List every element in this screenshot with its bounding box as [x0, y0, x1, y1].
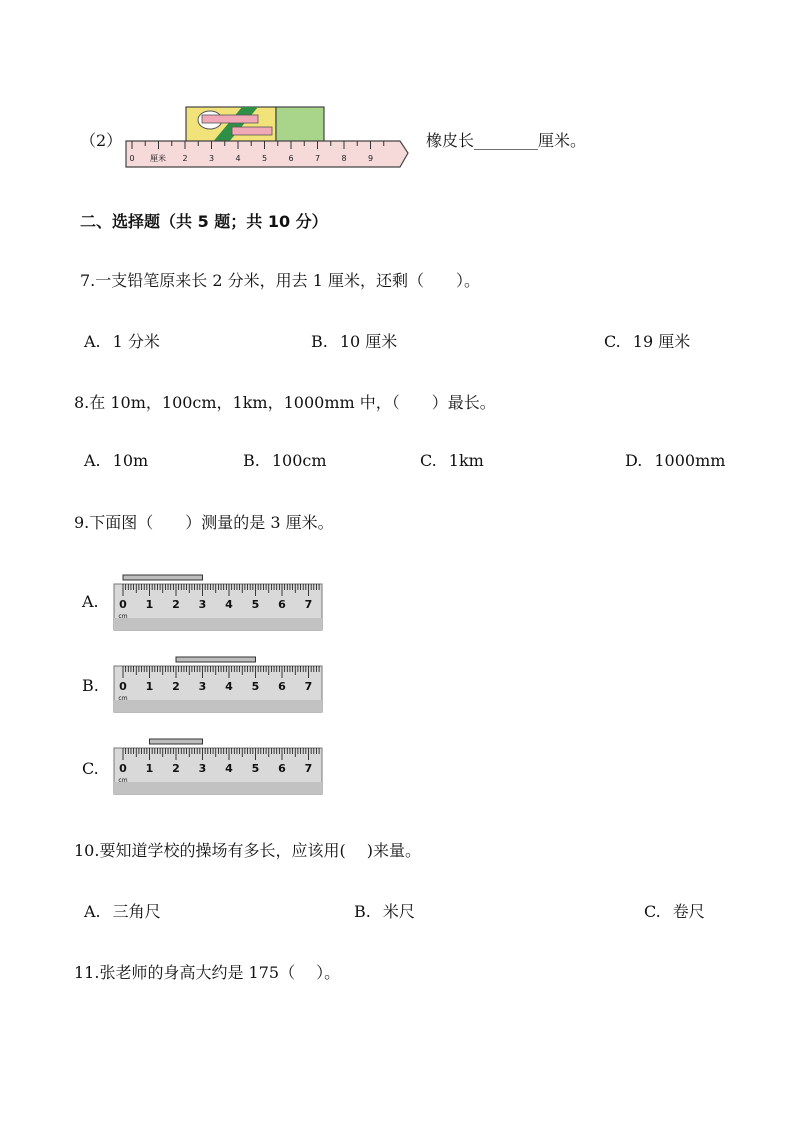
ruler-tick-label: 3 — [198, 762, 207, 775]
ruler-tick-label: 4 — [235, 154, 241, 163]
ruler-tick-label: 6 — [278, 598, 286, 611]
ruler-tick-label: 6 — [278, 762, 286, 775]
ruler-tick-label: 2 — [172, 598, 180, 611]
ruler-tick-label: 2 — [182, 154, 188, 163]
q9-option-b-letter[interactable]: B. — [82, 676, 99, 695]
q10-option-b[interactable]: B. 米尺 — [354, 902, 415, 921]
ruler-tick-label: 9 — [367, 154, 374, 163]
q6-answer-text: 橡皮长________厘米。 — [426, 131, 587, 150]
pink-strip-shape — [202, 115, 258, 123]
ruler-tick-label: 4 — [225, 598, 233, 611]
ruler-tick-label: 5 — [251, 762, 260, 775]
q9-ruler-b — [112, 654, 326, 716]
ruler-tick-label: 0 — [119, 680, 127, 693]
ruler-tick-label: 3 — [198, 680, 207, 693]
eraser-shape — [276, 107, 324, 143]
ruler-tick-label: 6 — [288, 154, 294, 163]
ruler-tick-label: 1 — [145, 598, 154, 611]
ruler-tick-label: 3 — [198, 598, 207, 611]
q10-option-c[interactable]: C. 卷尺 — [644, 902, 705, 921]
pink-strip-shape-2 — [232, 127, 272, 135]
q7-option-c[interactable]: C. 19 厘米 — [604, 332, 691, 351]
q6-label: （2） — [80, 131, 123, 150]
q8-option-b[interactable]: B. 100cm — [243, 451, 327, 470]
eraser-ruler-figure — [124, 103, 416, 171]
q7-option-a[interactable]: A. 1 分米 — [84, 332, 160, 351]
ruler-unit-label: 厘米 — [150, 154, 166, 163]
ruler-tick-label: 5 — [251, 598, 260, 611]
ruler-tick-label: 0 — [119, 598, 127, 611]
ruler-tick-label: 0 — [119, 762, 127, 775]
measured-bar — [150, 739, 203, 744]
ruler-unit-label: cm — [118, 695, 128, 702]
q8-text: 8.在 10m，100cm，1km，1000mm 中，（ ）最长。 — [74, 393, 496, 412]
ruler-tick-label: 2 — [172, 762, 180, 775]
q8-option-a[interactable]: A. 10m — [84, 451, 149, 470]
ruler-tick-label: 7 — [304, 680, 313, 693]
q9-option-c-letter[interactable]: C. — [82, 759, 99, 778]
ruler-tick-label: 8 — [341, 154, 347, 163]
q8-option-d[interactable]: D. 1000mm — [625, 451, 726, 470]
ruler-tick-label: 1 — [145, 762, 154, 775]
ruler-unit-label: cm — [118, 777, 128, 784]
measured-bar — [176, 657, 256, 662]
q9-text: 9.下面图（ ）测量的是 3 厘米。 — [74, 513, 334, 532]
q9-option-a-letter[interactable]: A. — [82, 592, 99, 611]
ruler-shadow — [114, 700, 322, 712]
q7-option-b[interactable]: B. 10 厘米 — [311, 332, 398, 351]
ruler-tick-label: 7 — [314, 154, 321, 163]
ruler-tick-label: 3 — [208, 154, 215, 163]
q10-text: 10.要知道学校的操场有多长，应该用( )来量。 — [74, 841, 422, 860]
q8-option-c[interactable]: C. 1km — [420, 451, 484, 470]
q7-text: 7.一支铅笔原来长 2 分米，用去 1 厘米，还剩（ ）。 — [80, 271, 480, 290]
ruler-tick-label: 2 — [172, 680, 180, 693]
ruler-tick-label: 7 — [304, 762, 313, 775]
ruler-tick-label: 4 — [225, 762, 233, 775]
measured-bar — [123, 575, 203, 580]
q9-ruler-c — [112, 736, 326, 798]
ruler-tick-label: 5 — [261, 154, 268, 163]
q11-text: 11.张老师的身高大约是 175（ ）。 — [74, 963, 341, 982]
ruler-tick-label: 7 — [304, 598, 313, 611]
q9-ruler-a — [112, 572, 326, 634]
ruler-tick-label: 1 — [145, 680, 154, 693]
ruler-shadow — [114, 618, 322, 630]
ruler-tick-label: 5 — [251, 680, 260, 693]
ruler-unit-label: cm — [118, 613, 128, 620]
ruler-tick-label: 4 — [225, 680, 233, 693]
ruler-tick-label: 6 — [278, 680, 286, 693]
q10-option-a[interactable]: A. 三角尺 — [84, 902, 161, 921]
ruler-tick-label: 0 — [129, 154, 135, 163]
ruler-shadow — [114, 782, 322, 794]
section-title: 二、选择题（共 5 题；共 10 分） — [80, 212, 328, 231]
